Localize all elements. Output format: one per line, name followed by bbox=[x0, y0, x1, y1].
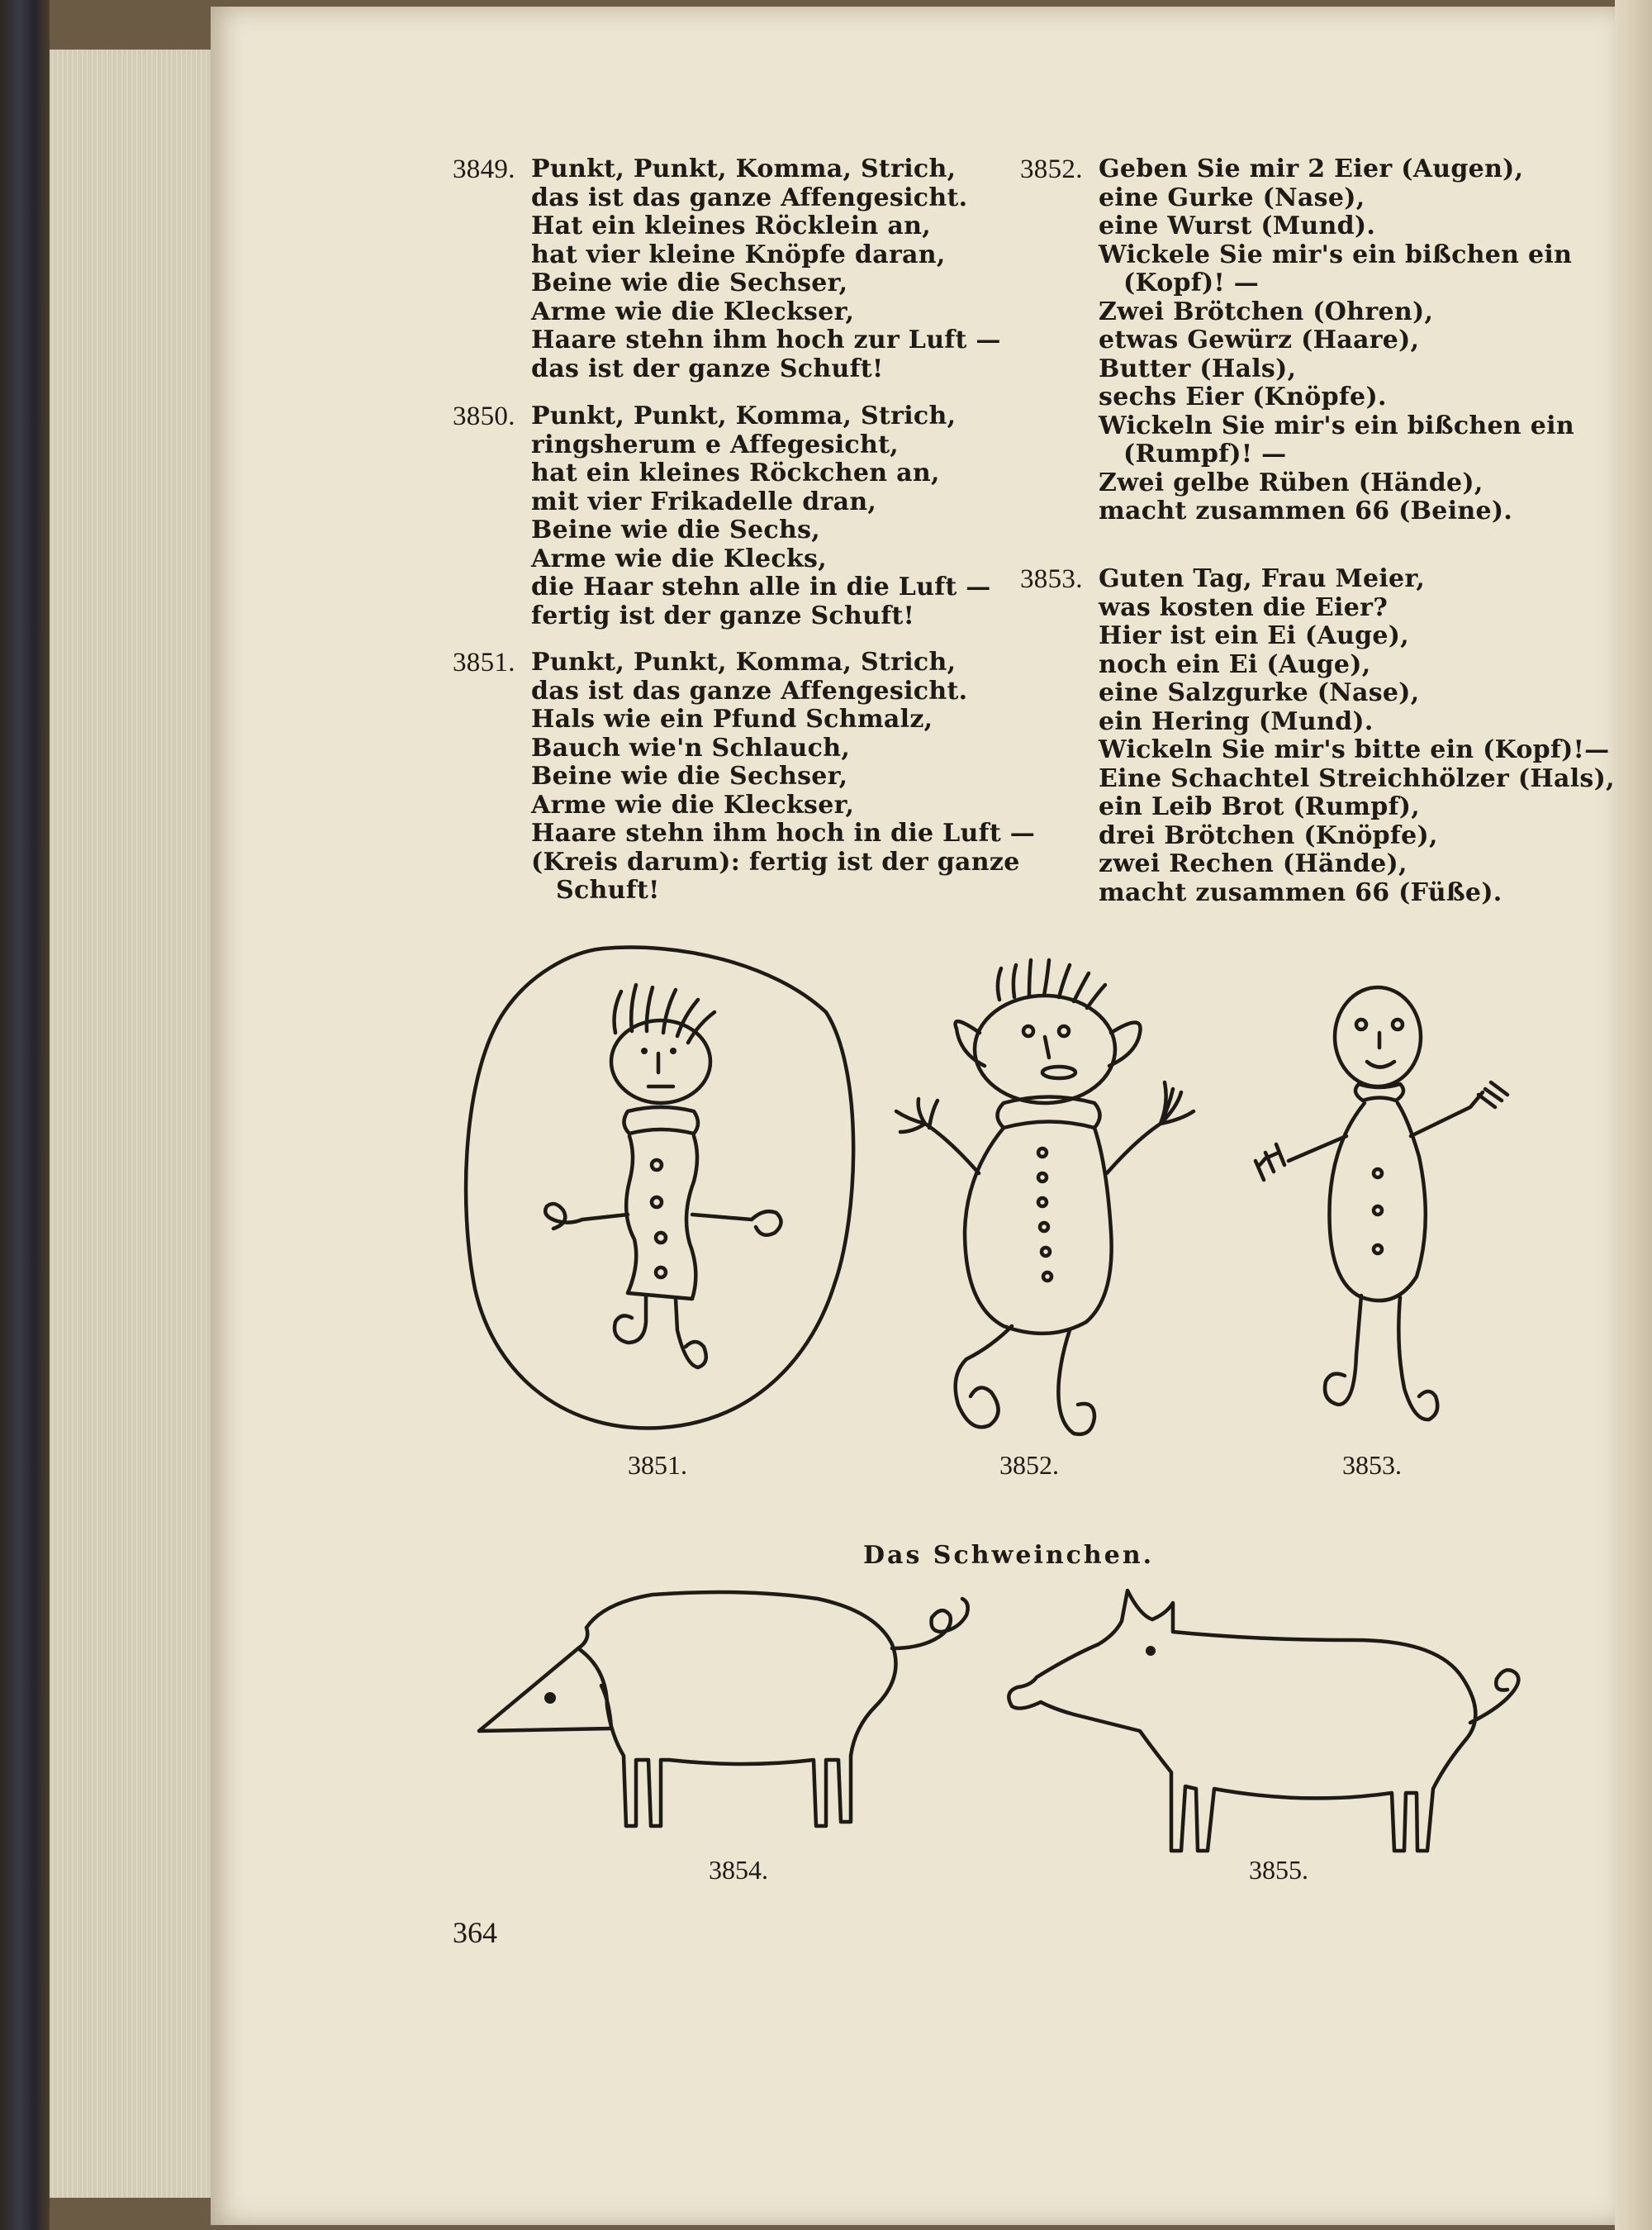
drawing-3852-figure-with-ears bbox=[896, 960, 1194, 1434]
entry-number: 3852. bbox=[1020, 155, 1083, 184]
drawing-3855-pig bbox=[1009, 1590, 1518, 1851]
verse-line: ein Hering (Mund). bbox=[1099, 706, 1374, 736]
caption-3855: 3855. bbox=[1249, 1855, 1308, 1885]
drawing-3851-figure-in-circle bbox=[466, 948, 853, 1429]
verse-line: Zwei gelbe Rüben (Hände), bbox=[1099, 468, 1483, 497]
verse-line: hat ein kleines Röckchen an, bbox=[531, 459, 940, 487]
verse-line: das ist der ganze Schuft! bbox=[531, 354, 884, 383]
verse-line: (Rumpf)! — bbox=[1123, 440, 1287, 468]
verse-line: Punkt, Punkt, Komma, Strich, bbox=[531, 648, 957, 677]
verse-line: Wickeln Sie mir's bitte ein (Kopf)!— bbox=[1099, 735, 1610, 764]
verse-line: was kosten die Eier? bbox=[1099, 592, 1389, 622]
verse-line: Geben Sie mir 2 Eier (Augen), bbox=[1099, 155, 1524, 183]
verse-line: noch ein Ei (Auge), bbox=[1099, 649, 1371, 679]
verse-line: eine Gurke (Nase), bbox=[1099, 183, 1365, 212]
caption-3854: 3854. bbox=[709, 1855, 768, 1885]
verse-line: (Kreis darum): fertig ist der ganze bbox=[531, 847, 1020, 877]
verse-line: Beine wie die Sechser, bbox=[531, 269, 848, 297]
verse-line: Haare stehn ihm hoch in die Luft — bbox=[531, 819, 1036, 848]
verse-line: Guten Tag, Frau Meier, bbox=[1099, 564, 1426, 593]
caption-3853: 3853. bbox=[1342, 1450, 1402, 1480]
verse-line: macht zusammen 66 (Füße). bbox=[1099, 877, 1502, 907]
verse-line: ein Leib Brot (Rumpf), bbox=[1099, 792, 1421, 821]
verse-line: Arme wie die Kleckser, bbox=[531, 790, 855, 820]
verse-line: Punkt, Punkt, Komma, Strich, bbox=[531, 155, 957, 183]
verse-line: mit vier Frikadelle dran, bbox=[531, 487, 877, 516]
verse-line: (Kopf)! — bbox=[1123, 269, 1260, 297]
verse-line: etwas Gewürz (Haare), bbox=[1099, 326, 1420, 354]
verse-line: Bauch wie'n Schlauch, bbox=[531, 733, 851, 763]
verse-line: ringsherum e Affegesicht, bbox=[531, 430, 899, 459]
verse-line: zwei Rechen (Hände), bbox=[1099, 849, 1408, 878]
verse-line: Beine wie die Sechs, bbox=[531, 516, 821, 544]
caption-3852: 3852. bbox=[999, 1450, 1059, 1480]
verse-line: macht zusammen 66 (Beine). bbox=[1099, 497, 1513, 525]
verse-line: Hier ist ein Ei (Auge), bbox=[1099, 621, 1409, 650]
verse-line: Arme wie die Kleckser, bbox=[531, 297, 855, 326]
verse-line: Schuft! bbox=[556, 876, 660, 905]
verse-line: das ist das ganze Affengesicht. bbox=[531, 183, 968, 212]
verse-line: das ist das ganze Affengesicht. bbox=[531, 676, 968, 706]
verse-line: eine Wurst (Mund). bbox=[1099, 212, 1376, 240]
verse-line: Wickele Sie mir's ein bißchen ein bbox=[1099, 240, 1573, 269]
verse-line: Arme wie die Klecks, bbox=[531, 544, 827, 573]
verse-line: Beine wie die Sechser, bbox=[531, 762, 848, 791]
entry-number: 3850. bbox=[453, 402, 515, 431]
page-number: 364 bbox=[453, 1916, 497, 1949]
drawing-3853-simple-figure bbox=[1256, 987, 1507, 1419]
verse-line: fertig ist der ganze Schuft! bbox=[531, 601, 915, 630]
verse-line: drei Brötchen (Knöpfe), bbox=[1099, 820, 1438, 850]
entry-number: 3851. bbox=[453, 648, 515, 678]
verse-line: sechs Eier (Knöpfe). bbox=[1099, 383, 1387, 411]
caption-3851: 3851. bbox=[628, 1450, 687, 1480]
verse-line: Haare stehn ihm hoch zur Luft — bbox=[531, 326, 1001, 354]
entry-number: 3853. bbox=[1020, 564, 1083, 594]
section-title: Das Schweinchen. bbox=[863, 1541, 1155, 1570]
verse-line: Hat ein kleines Röcklein an, bbox=[531, 212, 931, 240]
verse-line: Punkt, Punkt, Komma, Strich, bbox=[531, 402, 957, 430]
verse-line: eine Salzgurke (Nase), bbox=[1099, 678, 1420, 707]
verse-line: Eine Schachtel Streichhölzer (Hals), bbox=[1099, 763, 1615, 793]
verse-line: Wickeln Sie mir's ein bißchen ein bbox=[1099, 411, 1574, 440]
verse-line: Hals wie ein Pfund Schmalz, bbox=[531, 705, 933, 734]
verse-line: Zwei Brötchen (Ohren), bbox=[1099, 297, 1434, 326]
entry-number: 3849. bbox=[453, 155, 515, 184]
verse-line: Butter (Hals), bbox=[1099, 354, 1297, 383]
verse-line: die Haar stehn alle in die Luft — bbox=[531, 573, 991, 601]
verse-line: hat vier kleine Knöpfe daran, bbox=[531, 240, 946, 269]
drawing-3854-pig-with-beak bbox=[479, 1592, 968, 1826]
